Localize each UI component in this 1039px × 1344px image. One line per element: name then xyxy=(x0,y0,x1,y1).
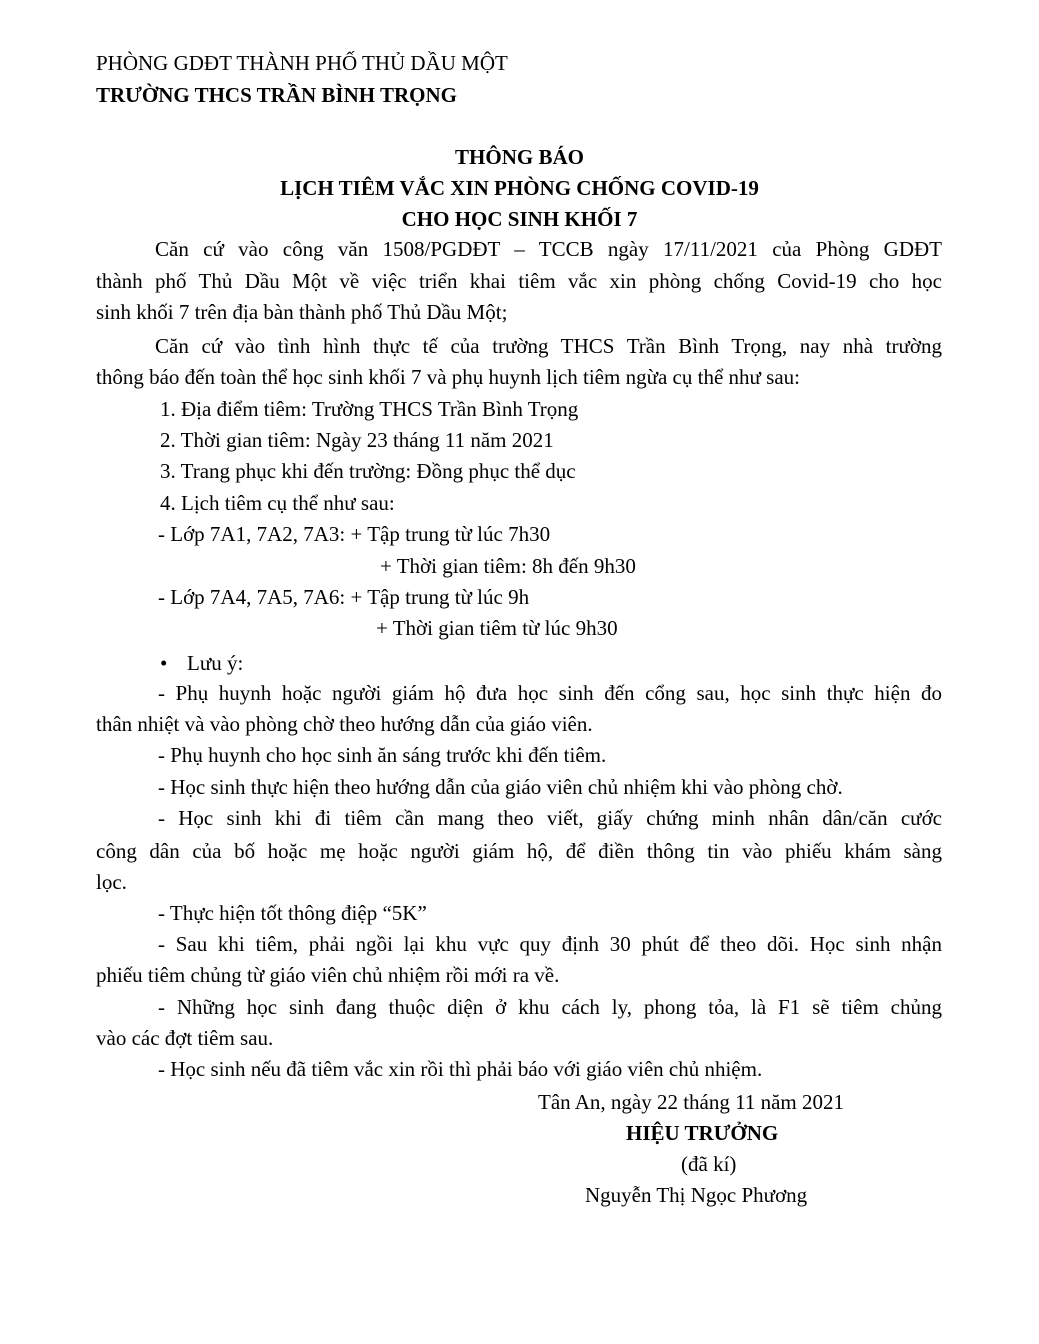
schedule-class-group-1: - Lớp 7A1, 7A2, 7A3: + Tập trung từ lúc 7h30 xyxy=(158,522,551,546)
item-schedule: 4. Lịch tiêm cụ thể như sau: xyxy=(160,491,395,515)
schedule-class-group-2: - Lớp 7A4, 7A5, 7A6: + Tập trung từ lúc 9h xyxy=(158,585,530,609)
item-time: 2. Thời gian tiêm: Ngày 23 tháng 11 năm 2021 xyxy=(160,428,554,452)
signature-signed: (đã kí) xyxy=(681,1152,737,1176)
item-uniform: 3. Trang phục khi đến trường: Đồng phục thể dục xyxy=(160,459,576,483)
school-header: TRƯỜNG THCS TRẦN BÌNH TRỌNG xyxy=(96,83,457,107)
notice-subtitle-2: CHO HỌC SINH KHỐI 7 xyxy=(401,207,638,231)
schedule-class-group-2-time: + Thời gian tiêm từ lúc 9h30 xyxy=(376,616,618,640)
note-title: Lưu ý: xyxy=(187,651,244,675)
paragraph-1-line-2: thành phố Thủ Dầu Một về việc triển khai tiêm vắc xin phòng chống Covid-19 cho học xyxy=(96,269,942,293)
paragraph-2-line-1: Căn cứ vào tình hình thực tế của trường THCS Trần Bình Trọng, nay nhà trường xyxy=(155,334,942,358)
department-header: PHÒNG GDĐT THÀNH PHỐ THỦ DẦU MỘT xyxy=(96,51,508,75)
signature-name: Nguyễn Thị Ngọc Phương xyxy=(585,1183,808,1207)
note-7-line-2: vào các đợt tiêm sau. xyxy=(96,1026,274,1050)
note-3: - Học sinh thực hiện theo hướng dẫn của giáo viên chủ nhiệm khi vào phòng chờ. xyxy=(158,775,843,799)
note-6-line-2: phiếu tiêm chủng từ giáo viên chủ nhiệm rồi mới ra về. xyxy=(96,963,560,987)
signature-role: HIỆU TRƯỞNG xyxy=(626,1121,779,1145)
schedule-class-group-1-time: + Thời gian tiêm: 8h đến 9h30 xyxy=(380,554,636,578)
note-7-line-1: - Những học sinh đang thuộc diện ở khu cách ly, phong tỏa, là F1 sẽ tiêm chủng xyxy=(158,995,942,1019)
note-5: - Thực hiện tốt thông điệp “5K” xyxy=(158,901,427,925)
note-4-line-2: công dân của bố hoặc mẹ hoặc người giám hộ, để điền thông tin vào phiếu khám sàng xyxy=(96,839,942,863)
note-2: - Phụ huynh cho học sinh ăn sáng trước khi đến tiêm. xyxy=(158,743,607,767)
signature-place-date: Tân An, ngày 22 tháng 11 năm 2021 xyxy=(538,1090,845,1114)
paragraph-1-line-3: sinh khối 7 trên địa bàn thành phố Thủ Dầu Một; xyxy=(96,300,508,324)
note-8: - Học sinh nếu đã tiêm vắc xin rồi thì phải báo với giáo viên chủ nhiệm. xyxy=(158,1057,763,1081)
note-bullet-icon: • xyxy=(160,651,168,675)
note-6-line-1: - Sau khi tiêm, phải ngồi lại khu vực quy định 30 phút để theo dõi. Học sinh nhận xyxy=(158,932,942,956)
paragraph-1-line-1: Căn cứ vào công văn 1508/PGDĐT – TCCB ngày 17/11/2021 của Phòng GDĐT xyxy=(155,237,942,261)
notice-subtitle: LỊCH TIÊM VẮC XIN PHÒNG CHỐNG COVID-19 xyxy=(280,176,759,200)
notice-title: THÔNG BÁO xyxy=(455,145,584,169)
note-1-line-2: thân nhiệt và vào phòng chờ theo hướng dẫn của giáo viên. xyxy=(96,712,593,736)
item-location: 1. Địa điểm tiêm: Trường THCS Trần Bình Trọng xyxy=(160,397,579,421)
note-1-line-1: - Phụ huynh hoặc người giám hộ đưa học sinh đến cổng sau, học sinh thực hiện đo xyxy=(158,681,942,705)
paragraph-2-line-2: thông báo đến toàn thể học sinh khối 7 và phụ huynh lịch tiêm ngừa cụ thể như sau: xyxy=(96,365,800,389)
note-4-line-1: - Học sinh khi đi tiêm cần mang theo viết, giấy chứng minh nhân dân/căn cước xyxy=(158,806,942,830)
note-4-line-3: lọc. xyxy=(96,870,127,894)
